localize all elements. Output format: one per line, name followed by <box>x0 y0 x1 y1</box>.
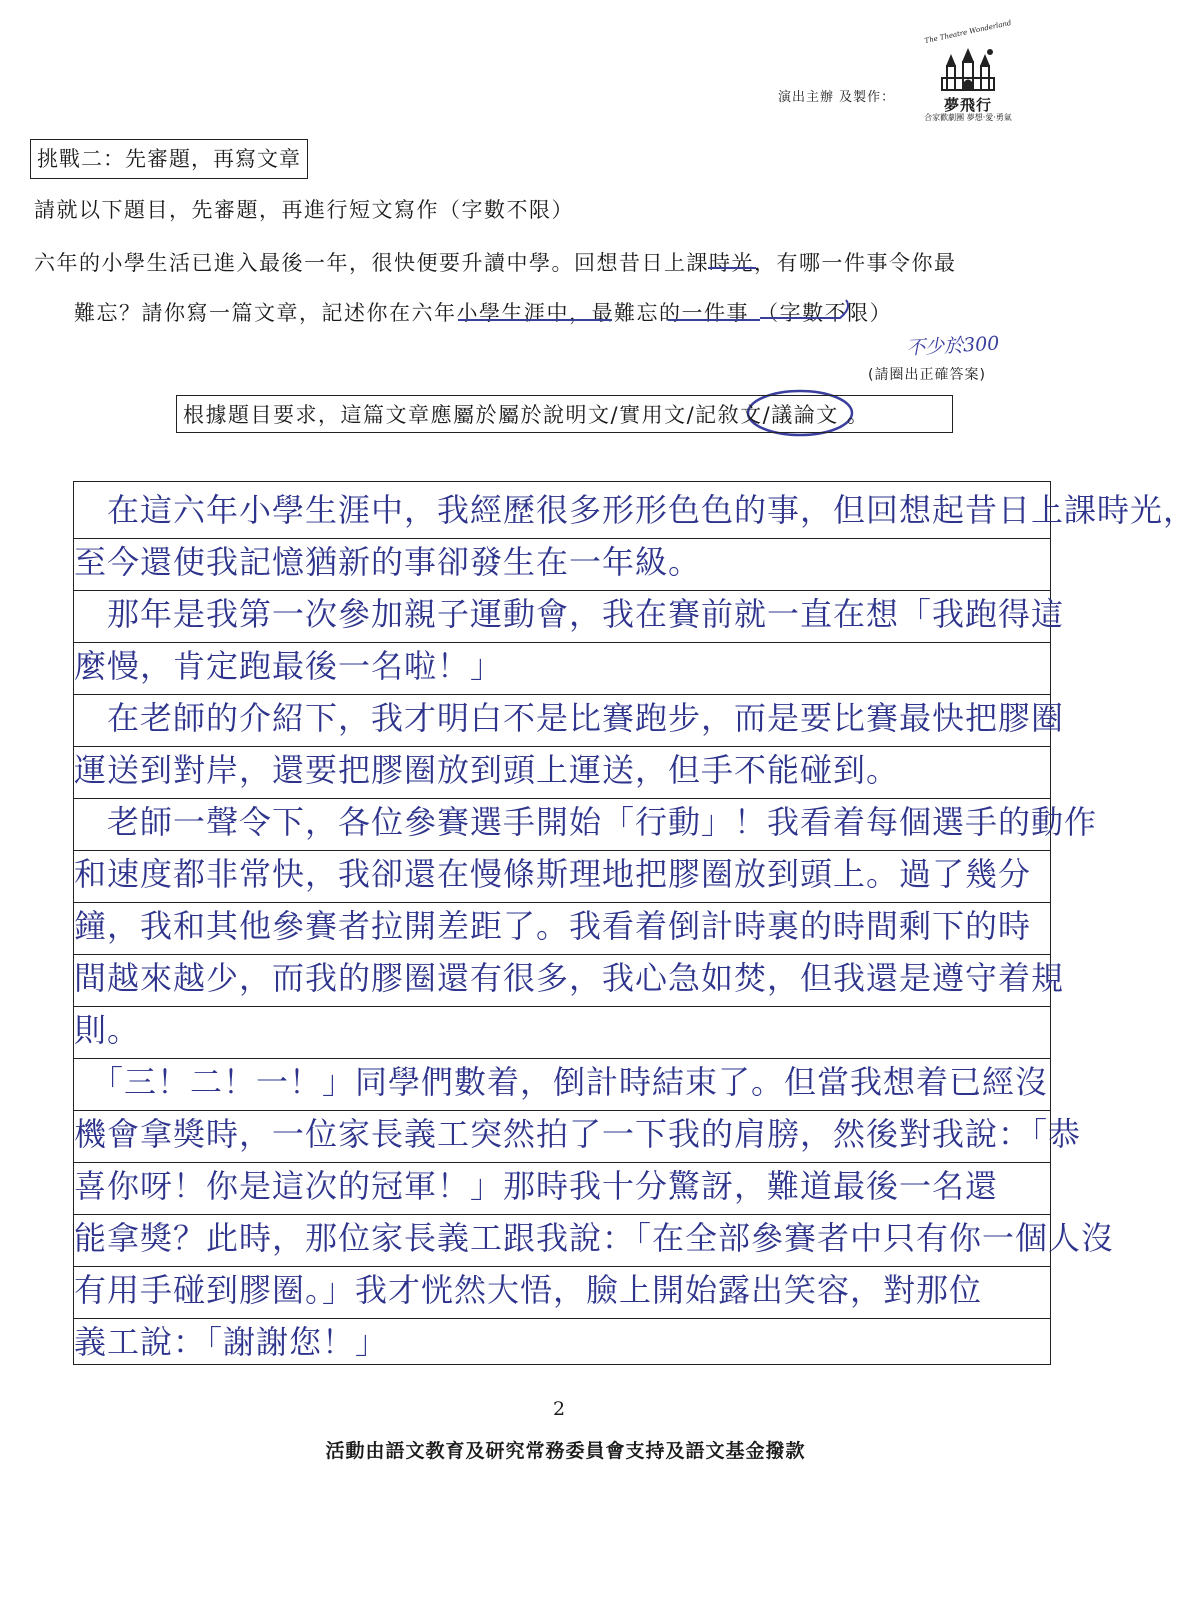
page-number: 2 <box>553 1398 566 1420</box>
essay-line: 在這六年小學生涯中，我經歷很多形形色色的事，但回想起昔日上課時光， <box>74 482 1050 539</box>
underline-one-event <box>760 300 848 318</box>
challenge-title: 挑戰二：先審題，再寫文章 <box>30 139 308 179</box>
essay-line: 「三！二！一！」同學們數着，倒計時結束了。但當我想着已經沒 <box>74 1054 1050 1111</box>
logo-subtext: 夢想‧愛‧勇氣 <box>966 113 1012 122</box>
question-line-1: 六年的小學生活已進入最後一年，很快便要升讀中學。回想昔日上課時光，有哪一件事令你最 <box>34 251 957 275</box>
essay-line: 間越來越少，而我的膠圈還有很多，我心急如焚，但我還是遵守着規 <box>74 950 1050 1007</box>
logo-name: 夢飛行 <box>943 96 992 114</box>
logo-english-text: The Theatre Wonderland <box>923 18 1013 46</box>
instruction-text: 請就以下題目，先審題，再進行短文寫作（字數不限） <box>34 198 574 222</box>
essay-line: 那年是我第一次參加親子運動會，我在賽前就一直在想「我跑得這 <box>74 586 1050 643</box>
essay-line: 喜你呀！你是這次的冠軍！」那時我十分驚訝，難道最後一名還 <box>74 1158 1050 1215</box>
essay-type-question: 根據題目要求，這篇文章應屬於屬於說明文/實用文/記敘文/議論文 。 <box>176 395 953 433</box>
essay-line: 麼慢，肯定跑最後一名啦！」 <box>74 638 1050 695</box>
essay-line: 和速度都非常快，我卻還在慢條斯理地把膠圈放到頭上。過了幾分 <box>74 846 1050 903</box>
essay-line: 鐘，我和其他參賽者拉開差距了。我看着倒計時裏的時間剩下的時 <box>74 898 1050 955</box>
pen-annotations <box>0 0 1131 460</box>
essay-line: 則。 <box>74 1002 1050 1059</box>
essay-line: 機會拿獎時，一位家長義工突然拍了一下我的肩膀，然後對我說：「恭 <box>74 1106 1050 1163</box>
essay-writing-area <box>73 481 1196 1365</box>
essay-line: 義工說：「謝謝您！」 <box>74 1323 389 1361</box>
logo-tagline-text: 合家歡劇團 <box>924 113 965 122</box>
question-line-2: 難忘？請你寫一篇文章，記述你在六年小學生涯中，最難忘的一件事 （字數不限） <box>74 301 893 325</box>
circle-instruction: (請圈出正確答案) <box>868 367 986 383</box>
essay-line: 能拿獎？此時，那位家長義工跟我說：「在全部參賽者中只有你一個人沒 <box>74 1210 1050 1267</box>
essay-line: 老師一聲令下，各位參賽選手開始「行動」！我看着每個選手的動作 <box>74 794 1050 851</box>
handwritten-word-count: 不少於300 <box>905 332 1000 360</box>
organizer-label: 演出主辦 及製作： <box>778 90 896 105</box>
essay-line: 有用手碰到膠圈。」我才恍然大悟，臉上開始露出笑容，對那位 <box>74 1262 1050 1319</box>
essay-line: 在老師的介紹下，我才明白不是比賽跑步，而是要比賽最快把膠圈 <box>74 690 1050 747</box>
essay-line: 至今還使我記憶猶新的事卻發生在一年級。 <box>74 534 1050 591</box>
essay-line: 運送到對岸，還要把膠圈放到頭上運送，但手不能碰到。 <box>74 742 1050 799</box>
sponsor-footer: 活動由語文教育及研究常務委員會支持及語文基金撥款 <box>325 1440 806 1462</box>
